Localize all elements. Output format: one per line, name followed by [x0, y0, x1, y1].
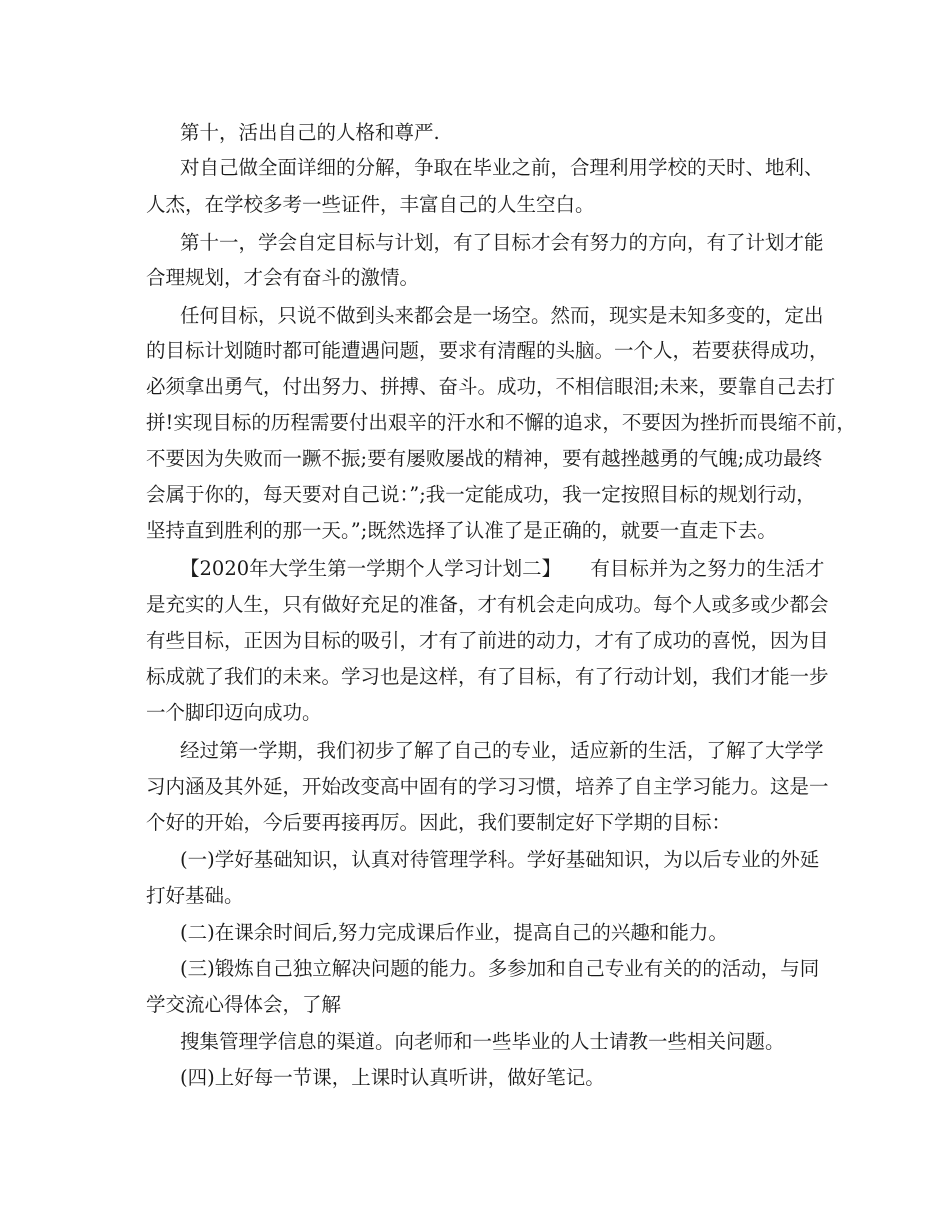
text-line: 第十，活出自己的人格和尊严.: [180, 121, 440, 144]
text-line: (二)在课余时间后,努力完成课后作业，提高自己的兴趣和能力。: [180, 921, 728, 944]
text-line: 经过第一学期，我们初步了解了自己的专业，适应新的生活，了解了大学学: [180, 739, 824, 762]
text-line: 有些目标，正因为目标的吸引，才有了前进的动力，才有了成功的喜悦，因为目: [146, 629, 829, 652]
text-line: 坚持直到胜利的那一天。”;既然选择了认准了是正确的，就要一直走下去。: [146, 519, 777, 542]
text-line: 【2020年大学生第一学期个人学习计划二】 有目标并为之努力的生活才: [180, 557, 825, 580]
text-line: 标成就了我们的未来。学习也是这样，有了目标，有了行动计划，我们才能一步: [146, 665, 829, 688]
text-line: 会属于你的，每天要对自己说：”;我一定能成功，我一定按照目标的规划行动，: [146, 483, 816, 506]
text-line: 对自己做全面详细的分解，争取在毕业之前，合理利用学校的天时、地利、: [180, 156, 824, 179]
text-line: 搜集管理学信息的渠道。向老师和一些毕业的人士请教一些相关问题。: [180, 1030, 785, 1053]
text-line: (四)上好每一节课，上课时认真听讲，做好笔记。: [180, 1066, 605, 1089]
text-line: 不要因为失败而一蹶不振;要有屡败屡战的精神，要有越挫越勇的气魄;成功最终: [146, 447, 823, 470]
text-line: 拼!实现目标的历程需要付出艰辛的汗水和不懈的追求，不要因为挫折而畏缩不前，: [146, 411, 856, 434]
text-line: 人杰，在学校多考一些证件，丰富自己的人生空白。: [146, 193, 595, 216]
text-line: (三)锻炼自己独立解决问题的能力。多参加和自己专业有关的的活动，与同: [180, 957, 820, 980]
text-line: (一)学好基础知识，认真对待管理学科。学好基础知识，为以后专业的外延: [180, 848, 820, 871]
text-line: 是充实的人生，只有做好充足的准备，才有机会走向成功。每个人或多或少都会: [146, 593, 829, 616]
text-line: 的目标计划随时都可能遭遇问题，要求有清醒的头脑。一个人，若要获得成功，: [146, 339, 829, 362]
text-line: 个好的开始，今后要再接再厉。因此，我们要制定好下学期的目标：: [146, 811, 732, 834]
text-line: 学交流心得体会，了解: [146, 993, 342, 1016]
text-line: 习内涵及其外延，开始改变高中固有的学习习惯，培养了自主学习能力。这是一: [146, 775, 829, 798]
text-line: 任何目标，只说不做到头来都会是一场空。然而，现实是未知多变的，定出: [180, 304, 824, 327]
text-line: 一个脚印迈向成功。: [146, 701, 322, 724]
text-line: 打好基础。: [146, 884, 244, 907]
text-line: 第十一，学会自定目标与计划，有了目标才会有努力的方向，有了计划才能: [180, 231, 824, 254]
text-line: 合理规划，才会有奋斗的激情。: [146, 266, 420, 289]
text-line: 必须拿出勇气，付出努力、拼搏、奋斗。成功，不相信眼泪;未来，要靠自己去打: [146, 375, 836, 398]
